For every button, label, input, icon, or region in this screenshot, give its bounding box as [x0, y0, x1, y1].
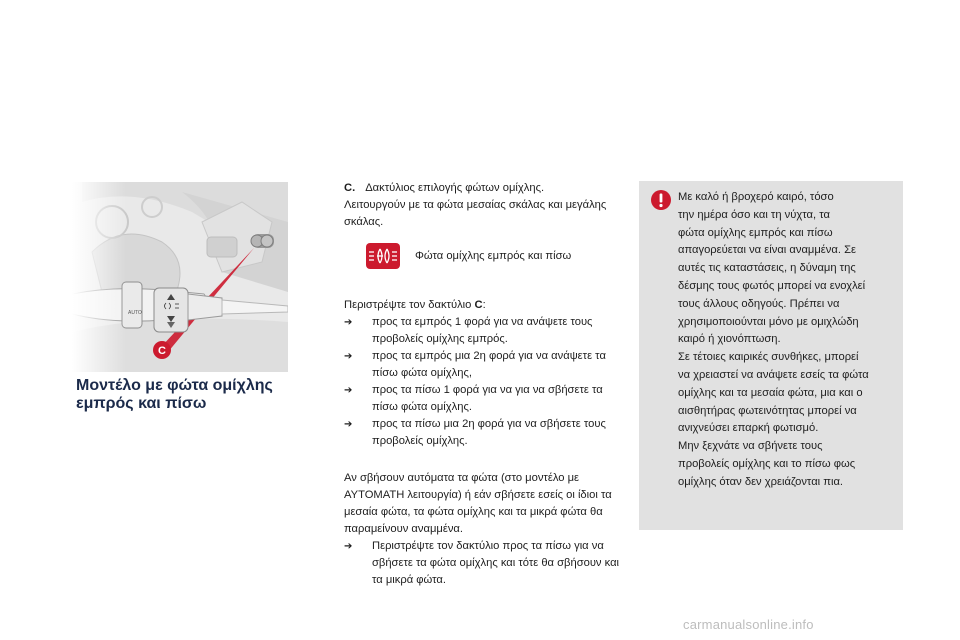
rotate-item-text: προς τα εμπρός 1 φορά για να ανάψετε τους προβολείς ομίχλης εμπρός.	[372, 316, 593, 345]
warning-line: ανιχνεύσει επαρκή φωτισμό.	[678, 422, 819, 435]
fog-icon-caption: Φώτα ομίχλης εμπρός και πίσω	[415, 250, 572, 262]
warning-line: χρησιμοποιούνται μόνο με ομιχλώδη	[678, 315, 859, 328]
arrow-bullet-icon: ➔	[344, 419, 353, 430]
arrow-bullet-icon: ➔	[344, 541, 353, 552]
fog-light-stalk-illustration	[72, 182, 288, 372]
rotate-item-text: προς τα πίσω μια 2η φορά για να σβήσετε τους προβολείς ομίχλης.	[372, 418, 606, 447]
fog-icon-row	[344, 247, 624, 271]
rotate-intro-colon: :	[482, 299, 486, 311]
rotate-intro-letter: C	[474, 299, 483, 311]
warning-line: Με καλό ή βροχερό καιρό, τόσο	[678, 191, 834, 203]
section-title: Μοντέλο με φώτα ομίχλης εμπρός και πίσω	[76, 377, 273, 412]
arrow-bullet-icon: ➔	[344, 317, 353, 328]
ring-letter: C.	[344, 182, 356, 194]
description-column	[344, 180, 624, 589]
ring-description	[344, 180, 624, 231]
warning-line: τους άλλους οδηγούς. Πρέπει να	[678, 297, 840, 310]
warning-line: καιρό ή χιονόπτωση.	[678, 333, 781, 346]
arrow-bullet-icon: ➔	[344, 351, 353, 362]
front-rear-fog-light-icon	[366, 243, 400, 275]
warning-line: αυτές τις καταστάσεις, η δύναμη της	[678, 262, 856, 275]
exclamation-icon	[650, 189, 672, 216]
auto-off-paragraph: Αν σβήσουν αυτόματα τα φώτα (στο μοντέλο με ΑΥΤΟΜΑΤΗ λειτουργία) ή εάν σβήσετε εσείς οι ίδιοι τα μεσαία φώτα, τα φώτα ομίχλης και τα μικρά φώτα θα παραμείνουν αναμμένα.	[344, 472, 612, 535]
warning-line: Σε τέτοιες καιρικές συνθήκες, μπορεί	[678, 351, 859, 364]
warning-text	[678, 189, 898, 492]
watermark: carmanualsonline.info	[683, 617, 814, 632]
ring-title: Δακτύλιος επιλογής φώτων ομίχλης.	[365, 182, 545, 194]
rotate-intro-text: Περιστρέψτε τον δακτύλιο	[344, 299, 472, 311]
rotate-item	[344, 348, 624, 382]
rotate-item	[344, 382, 624, 416]
ring-operation: Λειτουργούν με τα φώτα μεσαίας σκάλας και μεγάλης σκάλας.	[344, 199, 607, 228]
warning-line: απαγορεύεται να είναι αναμμένα. Σε	[678, 244, 856, 257]
rotate-item-text: προς τα εμπρός μια 2η φορά για να ανάψετε τα πίσω φώτα ομίχλης,	[372, 350, 606, 379]
warning-line: να χρειαστεί να ανάψετε εσείς τα φώτα	[678, 368, 869, 381]
warning-line: ομίχλης και τα μεσαία φώτα, μια και ο	[678, 386, 863, 399]
warning-line: Μην ξεχνάτε να σβήνετε τους	[678, 440, 823, 453]
auto-off-item	[344, 538, 624, 589]
rotate-item	[344, 314, 624, 348]
rotate-item-text: προς τα πίσω 1 φορά για να για να σβήσετε τα πίσω φώτα ομίχλης.	[372, 384, 603, 413]
rotate-intro	[344, 297, 624, 314]
warning-line: φώτα ομίχλης εμπρός και πίσω	[678, 226, 833, 239]
rotate-item	[344, 416, 624, 450]
warning-line: δέσμης τους φωτός μπορεί να ενοχλεί	[678, 279, 866, 292]
stalk-drawing	[72, 182, 288, 372]
warning-line: ομίχλης όταν δεν χρειάζονται πια.	[678, 475, 844, 488]
arrow-bullet-icon: ➔	[344, 385, 353, 396]
warning-line: την ημέρα όσο και τη νύχτα, τα	[678, 208, 830, 221]
warning-line: προβολείς ομίχλης και το πίσω φως	[678, 457, 856, 470]
auto-off-item-text: Περιστρέψτε τον δακτύλιο προς τα πίσω για να σβήσετε τα φώτα ομίχλης και τότε θα σβήσουν και τα μικρά φώτα.	[372, 540, 620, 586]
warning-line: αισθητήρας φωτεινότητας μπορεί να	[678, 404, 857, 417]
warning-box	[639, 181, 903, 530]
